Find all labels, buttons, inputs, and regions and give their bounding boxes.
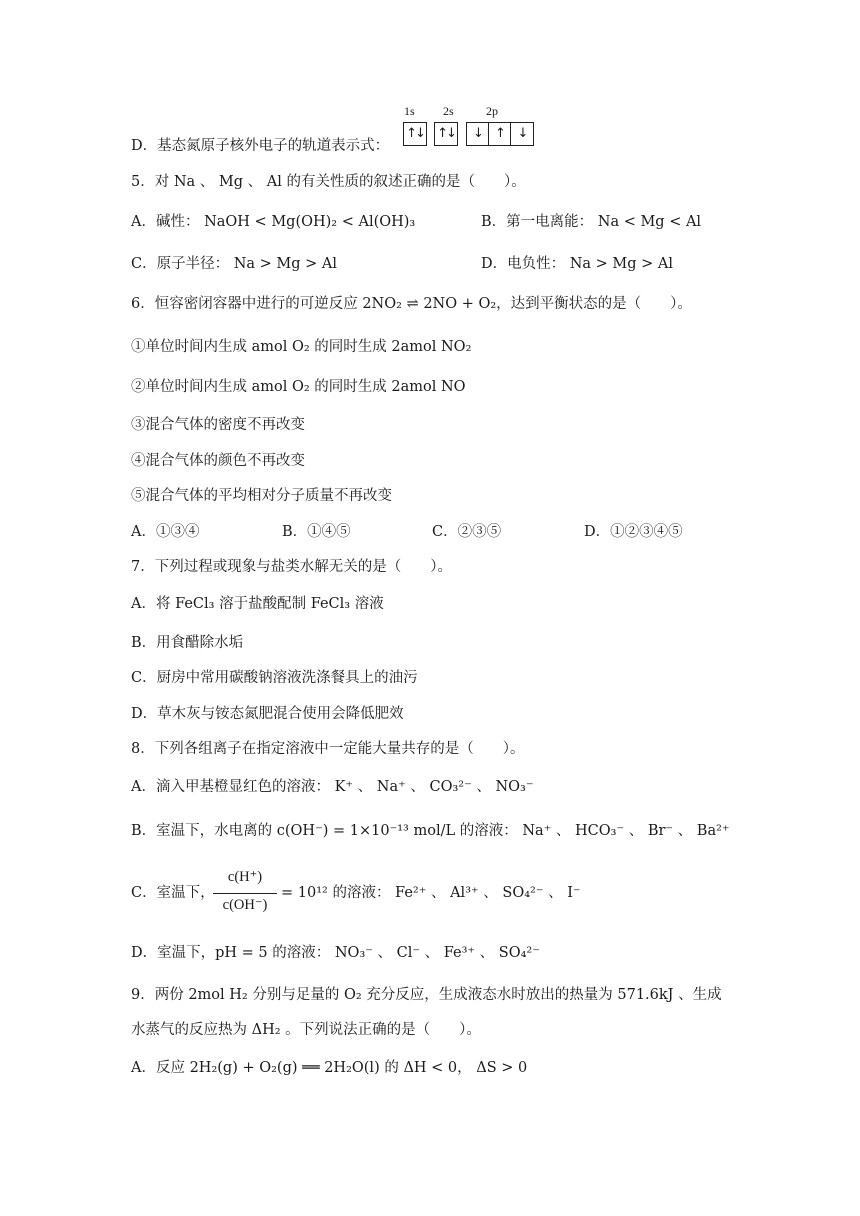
orbital-label-1s: 1s xyxy=(404,104,415,118)
q6-statement-3: ③混合气体的密度不再改变 xyxy=(131,417,305,433)
q5-option-b: B．第一电离能： Na < Mg < Al xyxy=(481,214,702,230)
q8-option-c-suffix: = 10¹² 的溶液： Fe²⁺ 、 Al³⁺ 、 SO₄²⁻ 、 I⁻ xyxy=(281,885,581,901)
orbital-box-1s xyxy=(403,122,427,146)
q6-option-a: A．①③④ xyxy=(131,524,200,540)
q6-stem: 6．恒容密闭容器中进行的可逆反应 2NO₂ ⇌ 2NO + O₂，达到平衡状态的是（ ）。 xyxy=(131,296,692,312)
q8-option-c-prefix: C．室温下， xyxy=(131,885,215,901)
fraction-denominator: c(OH⁻) xyxy=(222,897,268,913)
q6-statement-1: ①单位时间内生成 amol O₂ 的同时生成 2amol NO₂ xyxy=(131,339,472,355)
q9-option-a: A．反应 2H₂(g) + O₂(g) ══ 2H₂O(l) 的 ΔH < 0， ΔS > 0 xyxy=(131,1060,528,1076)
q6-statement-4: ④混合气体的颜色不再改变 xyxy=(131,453,305,469)
q4-option-d: D．基态氮原子核外电子的轨道表示式： xyxy=(131,138,390,154)
q5-option-c: C．原子半径： Na > Mg > Al xyxy=(131,256,338,272)
orbital-cell-2p-1: ↓ xyxy=(467,123,489,145)
q7-option-b: B．用食醋除水垢 xyxy=(131,635,244,651)
q5-option-d: D．电负性： Na > Mg > Al xyxy=(481,256,674,272)
orbital-cell-1s: ↑↓ xyxy=(406,126,424,141)
fraction-bar xyxy=(213,893,277,894)
q6-option-b: B．①④⑤ xyxy=(282,524,351,540)
q8-option-d: D．室温下，pH = 5 的溶液： NO₃⁻ 、 Cl⁻ 、 Fe³⁺ 、 SO₄²⁻ xyxy=(131,945,540,961)
orbital-cell-2s: ↑↓ xyxy=(437,126,455,141)
orbital-cell-2p-2: ↑ xyxy=(489,123,511,145)
orbital-label-2s: 2s xyxy=(443,104,454,118)
orbital-label-2p: 2p xyxy=(486,104,498,118)
q8-option-a: A．滴入甲基橙显红色的溶液： K⁺ 、 Na⁺ 、 CO₃²⁻ 、 NO₃⁻ xyxy=(131,779,534,795)
fraction-numerator: c(H⁺) xyxy=(227,869,263,885)
orbital-cell-2p-3: ↓ xyxy=(517,126,527,141)
q7-option-a: A．将 FeCl₃ 溶于盐酸配制 FeCl₃ 溶液 xyxy=(131,596,384,612)
orbital-box-2p xyxy=(466,122,534,146)
q9-stem-line-1: 9．两份 2mol H₂ 分别与足量的 O₂ 充分反应，生成液态水时放出的热量为 571.6kJ 、生成 xyxy=(131,987,722,1003)
q9-stem-line-2: 水蒸气的反应热为 ΔH₂ 。下列说法正确的是（ ）。 xyxy=(131,1022,481,1038)
q6-statement-2: ②单位时间内生成 amol O₂ 的同时生成 2amol NO xyxy=(131,379,466,395)
q6-option-c: C．②③⑤ xyxy=(432,524,502,540)
q8-option-b: B．室温下，水电离的 c(OH⁻) = 1×10⁻¹³ mol/L 的溶液： Na⁺ 、 HCO₃⁻ 、 Br⁻ 、 Ba²⁺ xyxy=(131,823,730,839)
q5-option-a: A．碱性： NaOH < Mg(OH)₂ < Al(OH)₃ xyxy=(131,214,416,230)
q5-stem: 5．对 Na 、 Mg 、 Al 的有关性质的叙述正确的是（ ）。 xyxy=(131,174,526,190)
orbital-box-2s xyxy=(434,122,458,146)
q8-stem: 8．下列各组离子在指定溶液中一定能大量共存的是（ ）。 xyxy=(131,741,525,757)
q8-option-c-fraction xyxy=(213,869,277,919)
q6-statement-5: ⑤混合气体的平均相对分子质量不再改变 xyxy=(131,488,392,504)
q7-option-c: C．厨房中常用碳酸钠溶液洗涤餐具上的油污 xyxy=(131,670,418,686)
q7-option-d: D．草木灰与铵态氮肥混合使用会降低肥效 xyxy=(131,706,404,722)
q6-option-d: D．①②③④⑤ xyxy=(584,524,683,540)
q7-stem: 7．下列过程或现象与盐类水解无关的是（ ）。 xyxy=(131,559,452,575)
